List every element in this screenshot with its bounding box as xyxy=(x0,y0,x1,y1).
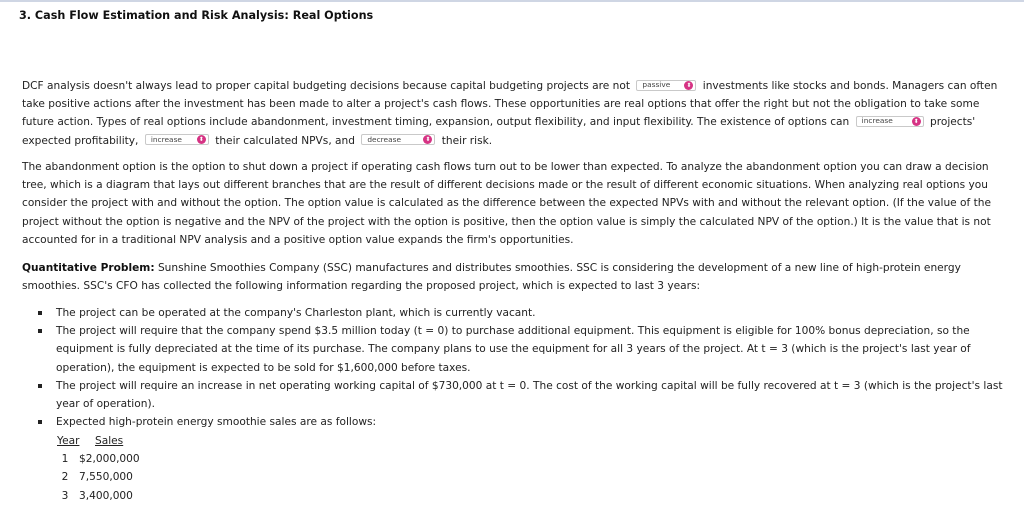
top-border xyxy=(0,0,1024,2)
bullet-icon xyxy=(38,329,42,333)
intro-text-1: DCF analysis doesn't always lead to proper capital budgeting decisions because capital budgeting projects are not xyxy=(22,80,630,92)
answer-dropdown-1[interactable]: passive ⬍ xyxy=(636,80,696,91)
sales-cell: 3,400,000 xyxy=(79,489,133,502)
chevron-updown-icon: ⬍ xyxy=(913,117,919,125)
answer-dropdown-3[interactable]: increase ⬍ xyxy=(145,134,209,145)
chevron-updown-icon: ⬍ xyxy=(686,81,692,89)
intro-text-3: projects' expected profitability, xyxy=(22,116,976,147)
year-cell: 3 xyxy=(61,489,69,502)
page-title: 3. Cash Flow Estimation and Risk Analysis: Real Options xyxy=(19,9,374,22)
year-cell: 2 xyxy=(61,471,69,484)
bullet-icon xyxy=(38,311,42,315)
chevron-updown-icon: ⬍ xyxy=(425,136,431,144)
project-info-list xyxy=(38,304,1014,431)
sales-header: Sales xyxy=(95,435,124,447)
list-item: The project will require an increase in net operating working capital of $730,000 at t = 0. The cost of the working capital will be fully recovered at t = 3 (which is the project's last year of operation). xyxy=(38,377,1014,413)
year-cell: 1 xyxy=(61,453,69,466)
chevron-updown-icon: ⬍ xyxy=(198,136,204,144)
table-header xyxy=(57,432,140,450)
intro-text-4: their calculated NPVs, and xyxy=(215,134,355,147)
table-row xyxy=(57,450,140,468)
sales-table xyxy=(57,432,140,505)
year-header: Year xyxy=(57,435,80,447)
abandonment-paragraph: The abandonment option is the option to shut down a project if operating cash flows turn out to be lower than expected. To analyze the abandonment option you can draw a decision tree, which is a diagram that lays out different branches that are the result of different decisions made or the result of different economic situations. When analyzing real options you consider the project with and without the option. The option value is calculated as the difference between the expected NPVs with and without the relevant option. (If the value of the project without the option is negative and the NPV of the project with the option is positive, then the option value is simply the calculated NPV of the option.) It is the value that is not accounted for in a traditional NPV analysis and a positive option value expands the firm's opportunities. xyxy=(22,161,992,246)
answer-dropdown-4[interactable]: decrease ⬍ xyxy=(361,134,435,145)
sales-cell: $2,000,000 xyxy=(79,453,140,466)
list-item: Expected high-protein energy smoothie sales are as follows: xyxy=(38,413,1014,431)
sales-cell: 7,550,000 xyxy=(79,471,133,484)
quantitative-problem-label: Quantitative Problem: xyxy=(22,262,155,274)
table-row xyxy=(57,487,140,505)
answer-dropdown-2[interactable]: increase ⬍ xyxy=(856,116,924,127)
list-item: The project can be operated at the company's Charleston plant, which is currently vacant. xyxy=(38,304,1014,322)
table-row xyxy=(57,468,140,486)
intro-paragraph xyxy=(22,77,1014,150)
quantitative-problem-paragraph xyxy=(22,259,1014,295)
bullet-icon xyxy=(38,420,42,424)
intro-text-2: investments like stocks and bonds. Managers can often take positive actions after the investment has been made to alter a project's cash flows. These opportunities are real options that offer the right but not the obligation to take some future action. Types of real options include abandonment, investment timing, expansion, output flexibility, and input flexibility. The existence of options can xyxy=(22,80,998,129)
list-item: The project will require that the company spend $3.5 million today (t = 0) to purchase additional equipment. This equipment is eligible for 100% bonus depreciation, so the equipment is fully depreciated at the time of its purchase. The company plans to use the equipment for all 3 years of the project. At t = 3 (which is the project's last year of operation), the equipment is expected to be sold for $1,600,000 before taxes. xyxy=(38,322,1014,377)
quantitative-problem-text: Sunshine Smoothies Company (SSC) manufactures and distributes smoothies. SSC is considering the development of a new line of high-protein energy smoothies. SSC's CFO has collected the following information regarding the proposed project, which is expected to last 3 years: xyxy=(22,262,961,293)
bullet-icon xyxy=(38,384,42,388)
intro-text-5: their risk. xyxy=(441,134,493,147)
